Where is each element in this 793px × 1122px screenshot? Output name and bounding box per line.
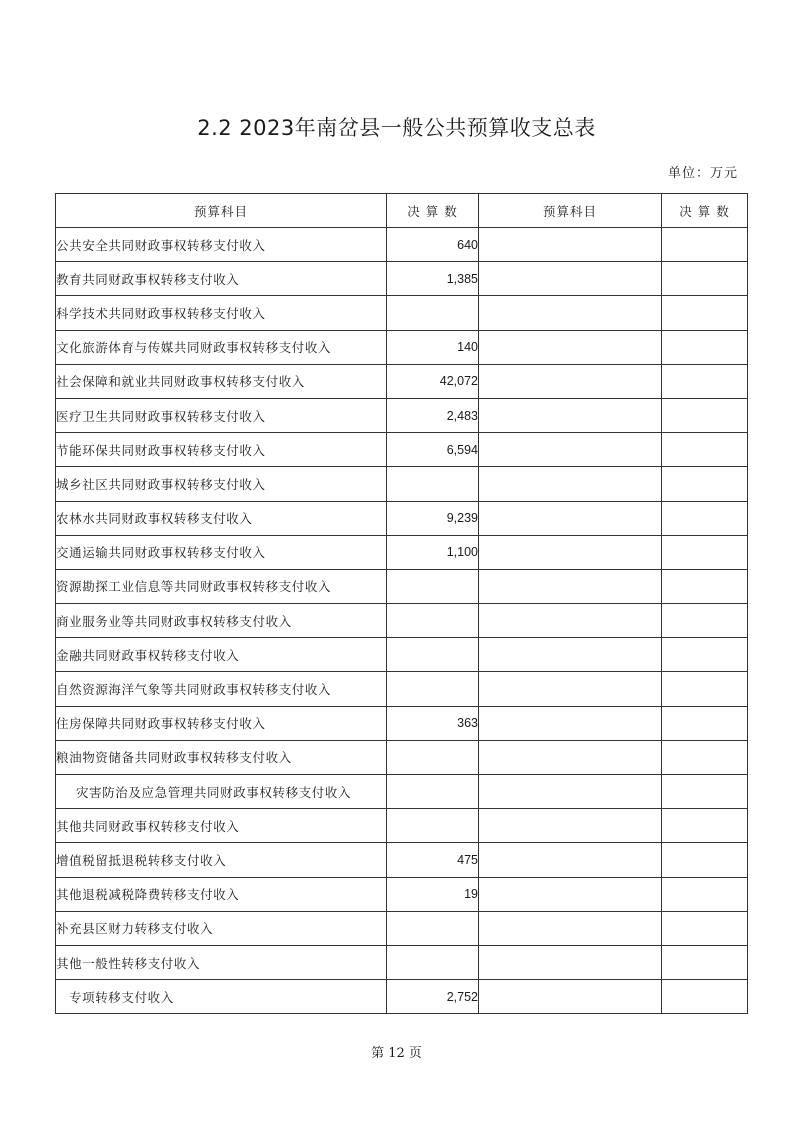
empty-budget-item-cell [479, 706, 662, 740]
empty-budget-item-cell [479, 296, 662, 330]
row-item-name: 灾害防治及应急管理共同财政事权转移支付收入 [56, 775, 387, 809]
empty-amount-cell [662, 877, 748, 911]
row-item-value: 2,752 [387, 980, 479, 1014]
row-item-name: 城乡社区共同财政事权转移支付收入 [56, 467, 387, 501]
table-row [56, 843, 748, 877]
empty-budget-item-cell [479, 501, 662, 535]
table-header-row [56, 194, 748, 228]
row-item-value [387, 911, 479, 945]
row-item-value: 9,239 [387, 501, 479, 535]
empty-amount-cell [662, 467, 748, 501]
empty-amount-cell [662, 672, 748, 706]
table-row [56, 809, 748, 843]
table-row [56, 535, 748, 569]
page-title: 2.2 2023年南岔县一般公共预算收支总表 [197, 116, 596, 140]
row-item-name: 专项转移支付收入 [56, 980, 387, 1014]
empty-budget-item-cell [479, 843, 662, 877]
empty-budget-item-cell [479, 604, 662, 638]
empty-budget-item-cell [479, 740, 662, 774]
table-row [56, 740, 748, 774]
empty-budget-item-cell [479, 911, 662, 945]
row-item-value: 6,594 [387, 433, 479, 467]
empty-budget-item-cell [479, 569, 662, 603]
row-item-value: 640 [387, 228, 479, 262]
header-budget-item-right: 预算科目 [479, 194, 662, 228]
table-row [56, 296, 748, 330]
table-row [56, 877, 748, 911]
row-item-name: 交通运输共同财政事权转移支付收入 [56, 535, 387, 569]
empty-amount-cell [662, 809, 748, 843]
row-item-value: 475 [387, 843, 479, 877]
table-row [56, 262, 748, 296]
row-item-value [387, 809, 479, 843]
table-row [56, 501, 748, 535]
row-item-name: 农林水共同财政事权转移支付收入 [56, 501, 387, 535]
empty-budget-item-cell [479, 330, 662, 364]
row-item-value [387, 296, 479, 330]
row-item-value: 363 [387, 706, 479, 740]
table-row [56, 604, 748, 638]
table-row [56, 398, 748, 432]
empty-amount-cell [662, 228, 748, 262]
row-item-name: 金融共同财政事权转移支付收入 [56, 638, 387, 672]
table-row [56, 638, 748, 672]
row-item-value [387, 740, 479, 774]
empty-budget-item-cell [479, 945, 662, 979]
empty-amount-cell [662, 398, 748, 432]
table-row [56, 672, 748, 706]
empty-budget-item-cell [479, 980, 662, 1014]
table-row [56, 228, 748, 262]
row-item-name: 社会保障和就业共同财政事权转移支付收入 [56, 364, 387, 398]
table-row [56, 364, 748, 398]
row-item-name: 其他退税减税降费转移支付收入 [56, 877, 387, 911]
table-row [56, 433, 748, 467]
table-row [56, 467, 748, 501]
row-item-value [387, 945, 479, 979]
empty-budget-item-cell [479, 228, 662, 262]
empty-budget-item-cell [479, 672, 662, 706]
table-row [56, 330, 748, 364]
empty-budget-item-cell [479, 638, 662, 672]
empty-budget-item-cell [479, 364, 662, 398]
empty-amount-cell [662, 945, 748, 979]
row-item-value [387, 638, 479, 672]
row-item-value: 42,072 [387, 364, 479, 398]
empty-budget-item-cell [479, 398, 662, 432]
empty-amount-cell [662, 364, 748, 398]
row-item-name: 科学技术共同财政事权转移支付收入 [56, 296, 387, 330]
row-item-value: 2,483 [387, 398, 479, 432]
empty-budget-item-cell [479, 262, 662, 296]
empty-amount-cell [662, 740, 748, 774]
empty-amount-cell [662, 569, 748, 603]
row-item-name: 医疗卫生共同财政事权转移支付收入 [56, 398, 387, 432]
empty-amount-cell [662, 706, 748, 740]
row-item-name: 自然资源海洋气象等共同财政事权转移支付收入 [56, 672, 387, 706]
row-item-name: 住房保障共同财政事权转移支付收入 [56, 706, 387, 740]
row-item-name: 增值税留抵退税转移支付收入 [56, 843, 387, 877]
row-item-value [387, 467, 479, 501]
empty-amount-cell [662, 262, 748, 296]
row-item-value [387, 672, 479, 706]
empty-amount-cell [662, 604, 748, 638]
empty-budget-item-cell [479, 877, 662, 911]
row-item-value [387, 569, 479, 603]
table-row [56, 980, 748, 1014]
row-item-name: 其他共同财政事权转移支付收入 [56, 809, 387, 843]
row-item-name: 节能环保共同财政事权转移支付收入 [56, 433, 387, 467]
row-item-value [387, 775, 479, 809]
empty-amount-cell [662, 501, 748, 535]
empty-budget-item-cell [479, 775, 662, 809]
table-row [56, 945, 748, 979]
table-row [56, 775, 748, 809]
header-budget-item: 预算科目 [56, 194, 387, 228]
empty-amount-cell [662, 843, 748, 877]
header-final-amount-right: 决 算 数 [662, 194, 748, 228]
budget-table [55, 193, 748, 1014]
empty-budget-item-cell [479, 535, 662, 569]
empty-amount-cell [662, 638, 748, 672]
row-item-name: 文化旅游体育与传媒共同财政事权转移支付收入 [56, 330, 387, 364]
empty-budget-item-cell [479, 809, 662, 843]
row-item-value [387, 604, 479, 638]
row-item-name: 教育共同财政事权转移支付收入 [56, 262, 387, 296]
empty-amount-cell [662, 535, 748, 569]
row-item-name: 商业服务业等共同财政事权转移支付收入 [56, 604, 387, 638]
empty-amount-cell [662, 433, 748, 467]
row-item-name: 资源勘探工业信息等共同财政事权转移支付收入 [56, 569, 387, 603]
empty-amount-cell [662, 296, 748, 330]
row-item-value: 1,100 [387, 535, 479, 569]
page-number: 第 12 页 [371, 1046, 422, 1061]
row-item-value: 19 [387, 877, 479, 911]
row-item-name: 其他一般性转移支付收入 [56, 945, 387, 979]
empty-amount-cell [662, 980, 748, 1014]
row-item-name: 公共安全共同财政事权转移支付收入 [56, 228, 387, 262]
empty-amount-cell [662, 775, 748, 809]
table-row [56, 569, 748, 603]
table-row [56, 706, 748, 740]
header-final-amount: 决 算 数 [387, 194, 479, 228]
row-item-value: 1,385 [387, 262, 479, 296]
empty-budget-item-cell [479, 433, 662, 467]
table-row [56, 911, 748, 945]
empty-amount-cell [662, 330, 748, 364]
row-item-value: 140 [387, 330, 479, 364]
empty-budget-item-cell [479, 467, 662, 501]
empty-amount-cell [662, 911, 748, 945]
unit-label: 单位：万元 [667, 166, 738, 181]
row-item-name: 补充县区财力转移支付收入 [56, 911, 387, 945]
row-item-name: 粮油物资储备共同财政事权转移支付收入 [56, 740, 387, 774]
